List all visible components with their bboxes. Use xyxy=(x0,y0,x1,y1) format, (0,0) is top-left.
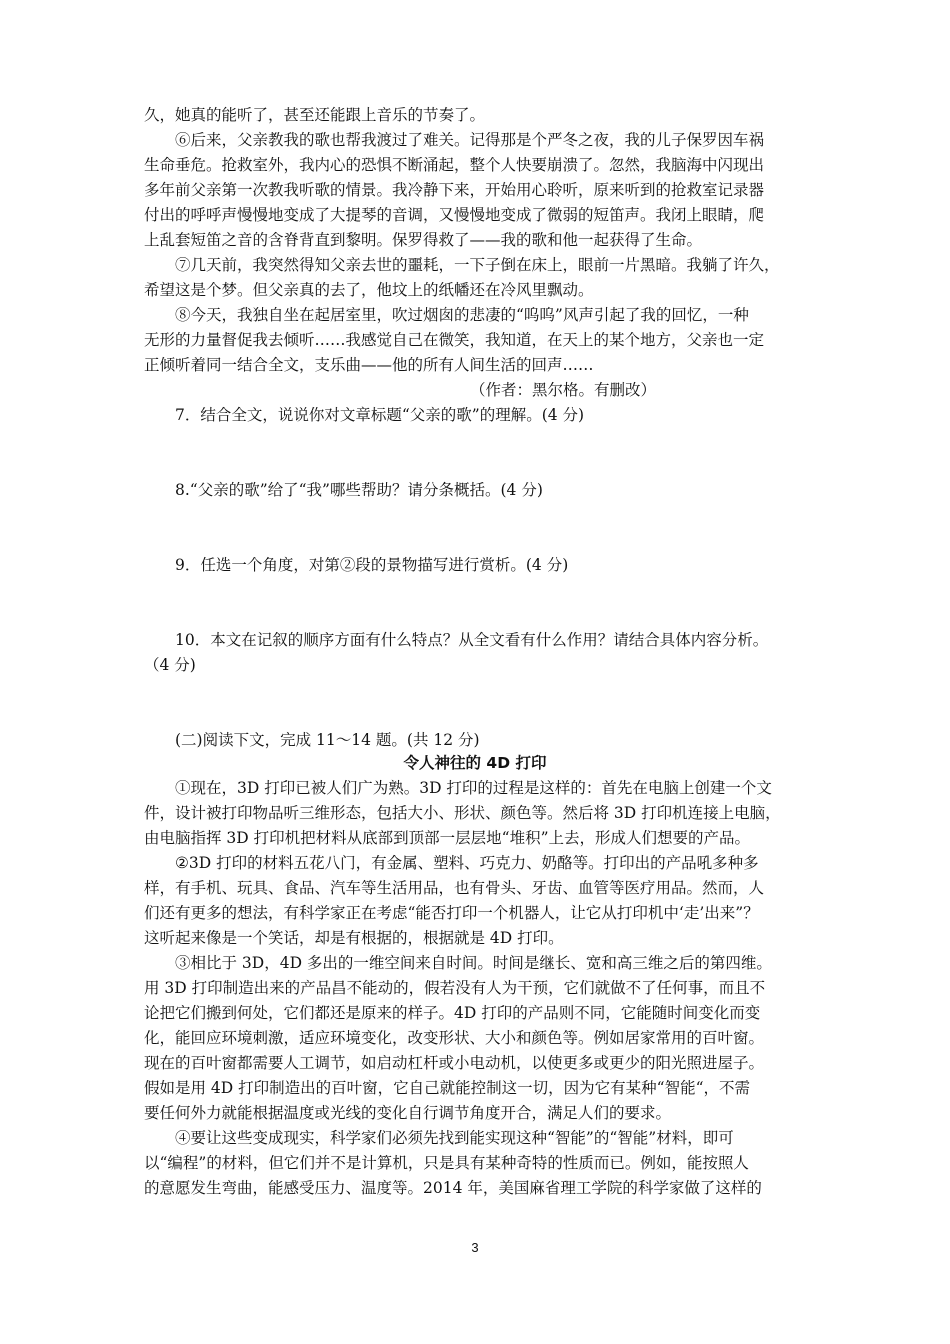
text-line: 付出的呼呼声慢慢地变成了大提琴的音调，又慢慢地变成了微弱的短笛声。我闭上眼睛，爬 xyxy=(144,206,765,224)
text-line: 久，她真的能听了，甚至还能跟上音乐的节奏了。 xyxy=(144,106,486,124)
paragraph-6-line: ⑥后来，父亲教我的歌也帮我渡过了难关。记得那是个严冬之夜，我的儿子保罗因车祸 xyxy=(175,131,765,149)
question-7: 7．结合全文，说说你对文章标题“父亲的歌”的理解。(4 分) xyxy=(175,406,585,424)
paragraph-7-line: ⑦几天前，我突然得知父亲去世的噩耗，一下子倒在床上，眼前一片黑暗。我躺了许久， xyxy=(175,256,780,274)
question-10: 10．本文在记叙的顺序方面有什么特点？从全文看有什么作用？请结合具体内容分析。 xyxy=(175,631,769,649)
page-number: 3 xyxy=(471,1240,479,1255)
text-line: 由电脑指挥 3D 打印机把材料从底部到顶部一层层地“堆积”上去，形成人们想要的产品。 xyxy=(144,829,750,847)
question-10-points: （4 分) xyxy=(144,656,196,674)
article-paragraph-2: ②3D 打印的材料五花八门，有金属、塑料、巧克力、奶酪等。打印出的产品吼多种多 xyxy=(175,854,759,872)
author-credit: （作者：黑尔格。有删改） xyxy=(470,381,657,399)
text-line: 件，设计被打印物品听三维形态，包括大小、形状、颜色等。然后将 3D 打印机连接上电脑， xyxy=(144,804,781,822)
text-line: 们还有更多的想法，有科学家正在考虑“能否打印一个机器人，让它从打印机中‘走’出来”？ xyxy=(144,904,759,922)
text-line: 化，能回应环境刺激，适应环境变化，改变形状、大小和颜色等。例如居家常用的百叶窗。 xyxy=(144,1029,765,1047)
text-line: 多年前父亲第一次教我听歌的情景。我冷静下来，开始用心聆听，原来听到的抢救室记录器 xyxy=(144,181,765,199)
text-line: 无形的力量督促我去倾听……我感觉自己在微笑，我知道，在天上的某个地方，父亲也一定 xyxy=(144,331,765,349)
paragraph-8-line: ⑧今天，我独自坐在起居室里，吹过烟囱的悲凄的“呜呜”风声引起了我的回忆，一种 xyxy=(175,306,749,324)
question-9: 9．任选一个角度，对第②段的景物描写进行赏析。(4 分) xyxy=(175,556,569,574)
text-line: 假如是用 4D 打印制造出的百叶窗，它自己就能控制这一切，因为它有某种“智能“，不需 xyxy=(144,1079,750,1097)
section-heading: (二)阅读下文，完成 11～14 题。(共 12 分) xyxy=(175,731,480,749)
text-line: 上乱套短笛之音的含脊背直到黎明。保罗得救了——我的歌和他一起获得了生命。 xyxy=(144,231,703,249)
article-title: 令人神往的 4D 打印 xyxy=(403,754,547,772)
question-8: 8.“父亲的歌”给了“我”哪些帮助？请分条概括。(4 分) xyxy=(175,481,543,499)
text-line: 样，有手机、玩具、食品、汽车等生活用品，也有骨头、牙齿、血管等医疗用品。然而，人 xyxy=(144,879,765,897)
text-line: 论把它们搬到何处，它们都还是原来的样子。4D 打印的产品则不同，它能随时间变化而变 xyxy=(144,1004,761,1022)
article-paragraph-3: ③相比于 3D，4D 多出的一维空间来自时间。时间是继长、宽和高三维之后的第四维。 xyxy=(175,954,772,972)
text-line: 现在的百叶窗都需要人工调节，如启动杠杆或小电动机，以使更多或更少的阳光照进屋子。 xyxy=(144,1054,765,1072)
text-line: 用 3D 打印制造出来的产品昌不能动的，假若没有人为干预，它们就做不了任何事，而且不 xyxy=(144,979,766,997)
text-line: 的意愿发生弯曲，能感受压力、温度等。2014 年，美国麻省理工学院的科学家做了这样的 xyxy=(144,1179,762,1197)
text-line: 生命垂危。抢救室外，我内心的恐惧不断涌起，整个人快要崩溃了。忽然，我脑海中闪现出 xyxy=(144,156,765,174)
text-line: 以“编程”的材料，但它们并不是计算机，只是具有某种奇特的性质而已。例如，能按照人 xyxy=(144,1154,749,1172)
text-line: 正倾听着同一结合全文，支乐曲——他的所有人间生活的回声…… xyxy=(144,356,594,374)
text-line: 这听起来像是一个笑话，却是有根据的，根据就是 4D 打印。 xyxy=(144,929,564,947)
text-line: 希望这是个梦。但父亲真的去了，他坟上的纸幡还在冷风里飘动。 xyxy=(144,281,594,299)
article-paragraph-1: ①现在，3D 打印已被人们广为熟。3D 打印的过程是这样的：首先在电脑上创建一个文 xyxy=(175,779,772,797)
text-line: 要任何外力就能根据温度或光线的变化自行调节角度开合，满足人们的要求。 xyxy=(144,1104,672,1122)
article-paragraph-4: ④要让这些变成现实，科学家们必须先找到能实现这种“智能”的“智能”材料，即可 xyxy=(175,1129,734,1147)
